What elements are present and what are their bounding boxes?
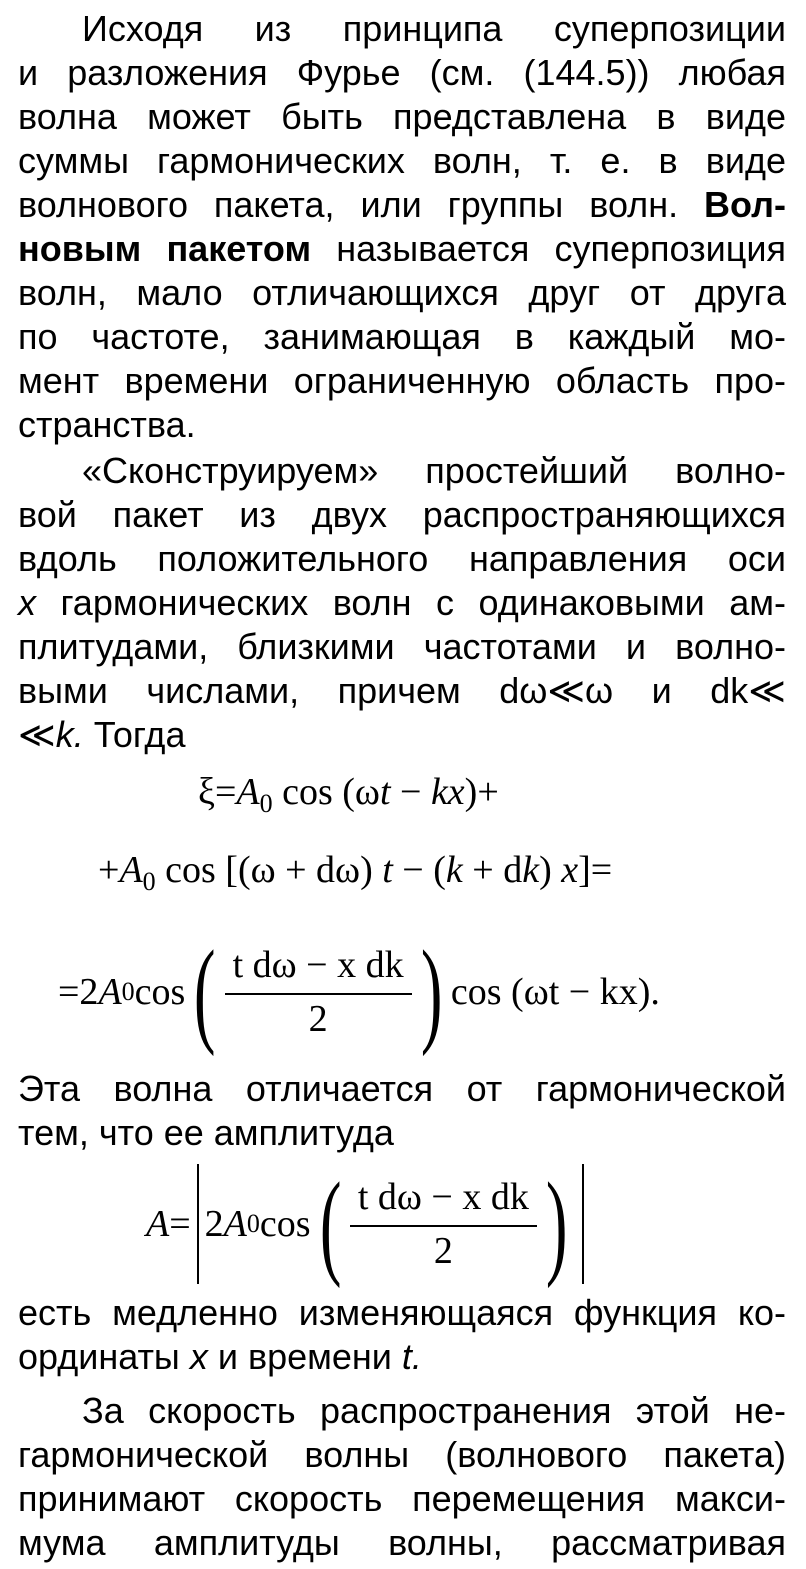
paragraph-2-line-2: вой пакет из двух распространяющихся xyxy=(18,494,786,535)
paragraph-1-line-6: новым пакетом называется суперпозиция xyxy=(18,228,786,269)
left-paren: ( xyxy=(319,1158,341,1289)
bold-term-part-2: новым пакетом xyxy=(18,228,312,269)
equation-2: A = 2 A 0 cos ( $\frac{\text{t dω − x dk}}{2}$ ) xyxy=(146,1162,590,1286)
variable-x: x xyxy=(189,1336,208,1377)
paragraph-1-line-5: волнового пакета, или группы волн. Вол- xyxy=(18,184,786,225)
equation-1-line-3: =2 A 0 cos ( $\frac{\text{t dω − x dk}}{2}$ ) cos (ωt − kx). xyxy=(58,926,660,1057)
inline-formula-domega: dω≪ω xyxy=(499,670,614,711)
variable-x: x xyxy=(18,582,36,623)
paragraph-5-line-1: За скорость распространения этой не- xyxy=(82,1390,786,1431)
paragraph-1-line-7: волн, мало отличающихся друг от друга xyxy=(18,272,786,313)
paragraph-5-line-2: гармонической волны (волнового пакета) xyxy=(18,1434,786,1475)
equation-1-line-2: $+A_0$ cos [(ω + dω) t − (k + dk) x]= xyxy=(98,849,613,896)
paragraph-3-line-1: Эта волна отличается от гармонической xyxy=(18,1068,786,1109)
abs-bar-right xyxy=(582,1164,584,1284)
equation-1-line-1: $\xi=A_0$ cos (ωt − kx)+ xyxy=(198,771,499,818)
inline-formula-k: ≪k. xyxy=(18,714,84,755)
paragraph-2-line-1: «Сконструируем» простейший волно- xyxy=(82,450,786,491)
right-paren: ) xyxy=(420,926,443,1057)
paragraph-4-line-2: ординаты x и времени t. xyxy=(18,1336,422,1377)
paragraph-1-line-2: и разложения Фурье (см. (144.5)) любая xyxy=(18,52,786,93)
paragraph-2-line-3: вдоль положительного направления оси xyxy=(18,538,786,579)
paragraph-5-line-3: принимают скорость перемещения макси- xyxy=(18,1478,786,1519)
paragraph-1-line-1: Исходя из принципа суперпозиции xyxy=(82,8,786,49)
paragraph-3-line-2: тем, что ее амплитуда xyxy=(18,1112,394,1153)
fraction: $\frac{\text{t dω − x dk}}{2}$ xyxy=(225,943,412,1041)
variable-t: t. xyxy=(401,1336,422,1377)
left-paren: ( xyxy=(194,926,216,1057)
paragraph-5-line-4: мума амплитуды волны, рассматривая xyxy=(18,1522,786,1563)
paragraph-4-line-1: есть медленно изменяющаяся функция ко- xyxy=(18,1292,786,1333)
paragraph-1-line-8: по частоте, занимающая в каждый мо- xyxy=(18,316,786,357)
paragraph-2-line-7: ≪k. Тогда xyxy=(18,714,186,755)
abs-bar-left xyxy=(197,1164,199,1284)
inline-formula-dk: dk≪ xyxy=(710,670,786,711)
paragraph-1-line-3: волна может быть представлена в виде xyxy=(18,96,786,137)
paragraph-1-line-4: суммы гармонических волн, т. е. в виде xyxy=(18,140,786,181)
paragraph-2-line-5: плитудами, близкими частотами и волно- xyxy=(18,626,786,667)
right-paren: ) xyxy=(545,1158,568,1289)
bold-term-part-1: Вол- xyxy=(704,184,786,225)
paragraph-1-line-10: странства. xyxy=(18,404,196,445)
paragraph-2-line-6: выми числами, причем dω≪ω и dk≪ xyxy=(18,670,786,711)
fraction: $\frac{\text{t dω − x dk}}{2}$ xyxy=(350,1175,537,1273)
paragraph-2-line-4: x гармонических волн с одинаковыми ам- xyxy=(18,582,786,623)
paragraph-1-line-9: мент времени ограниченную область про- xyxy=(18,360,786,401)
